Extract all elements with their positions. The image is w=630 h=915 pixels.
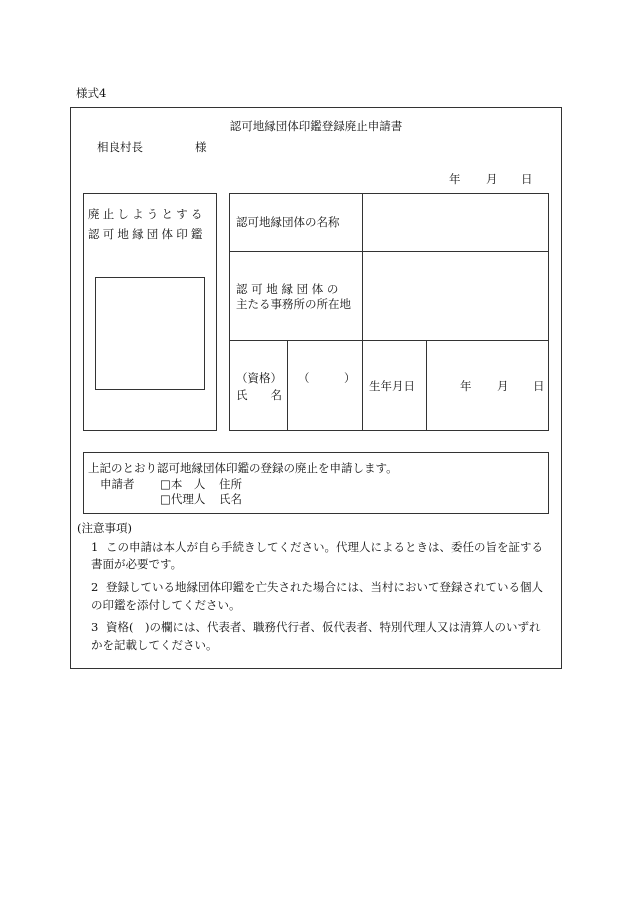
seal-label-line1: 廃止しようとする — [88, 207, 206, 221]
table-divider-row1 — [229, 251, 549, 252]
note-2-line2: の印鑑を添付してください。 — [91, 598, 241, 612]
seal-label-line2: 認可地縁団体印鑑 — [88, 227, 206, 241]
page-title: 認可地縁団体印鑑登録廃止申請書 — [229, 119, 403, 133]
note-1-line2: 書面が必要です。 — [91, 557, 183, 571]
table-divider-row2 — [229, 340, 549, 341]
note-1-line1: この申請は本人が自ら手続きしてください。代理人によるときは、委任の旨を証する — [106, 540, 543, 554]
note-3-line1: 資格( )の欄には、代表者、職務代行者、仮代表者、特別代理人又は清算人のいずれ — [106, 620, 541, 634]
note-1-number: 1 — [91, 540, 99, 554]
table-divider-col-birth — [426, 340, 427, 431]
address-label-line2: 主たる事務所の所在地 — [236, 297, 351, 311]
birthdate-label: 生年月日 — [369, 379, 415, 393]
applicant-name-label: 氏名 — [219, 492, 242, 506]
note-2-line1: 登録している地縁団体印鑑を亡失された場合には、当村において登録されている個人 — [106, 580, 543, 594]
org-name-label: 認可地縁団体の名称 — [236, 215, 340, 229]
qualification-field[interactable]: （ ） — [298, 371, 356, 385]
note-3-line2: かを記載してください。 — [91, 638, 218, 652]
birth-day: 日 — [533, 379, 545, 393]
note-3-number: 3 — [91, 620, 99, 634]
name-label: 氏 名 — [236, 388, 282, 402]
date-month: 月 — [486, 172, 498, 186]
form-label: 様式4 — [76, 86, 107, 100]
self-option-checkbox[interactable]: □本 人 — [160, 477, 206, 491]
applicant-label: 申請者 — [100, 477, 135, 491]
seal-stamp-area[interactable] — [95, 277, 205, 390]
qualification-label: （資格） — [236, 371, 282, 385]
note-2-number: 2 — [91, 580, 99, 594]
date-day: 日 — [521, 172, 533, 186]
addressee-name: 相良村長 — [97, 140, 143, 154]
addressee-honorific: 様 — [195, 140, 207, 154]
applicant-address-label: 住所 — [219, 477, 242, 491]
agent-option-checkbox[interactable]: □代理人 — [160, 492, 206, 506]
address-label-line1: 認 可 地 縁 団 体 の — [236, 282, 339, 296]
table-divider-col1 — [362, 193, 363, 431]
birth-year: 年 — [460, 379, 472, 393]
declaration-text: 上記のとおり認可地縁団体印鑑の登録の廃止を申請します。 — [88, 461, 398, 475]
date-year: 年 — [449, 172, 461, 186]
birth-month: 月 — [497, 379, 509, 393]
notes-heading: (注意事項) — [77, 521, 132, 535]
table-divider-col-qual — [287, 340, 288, 431]
